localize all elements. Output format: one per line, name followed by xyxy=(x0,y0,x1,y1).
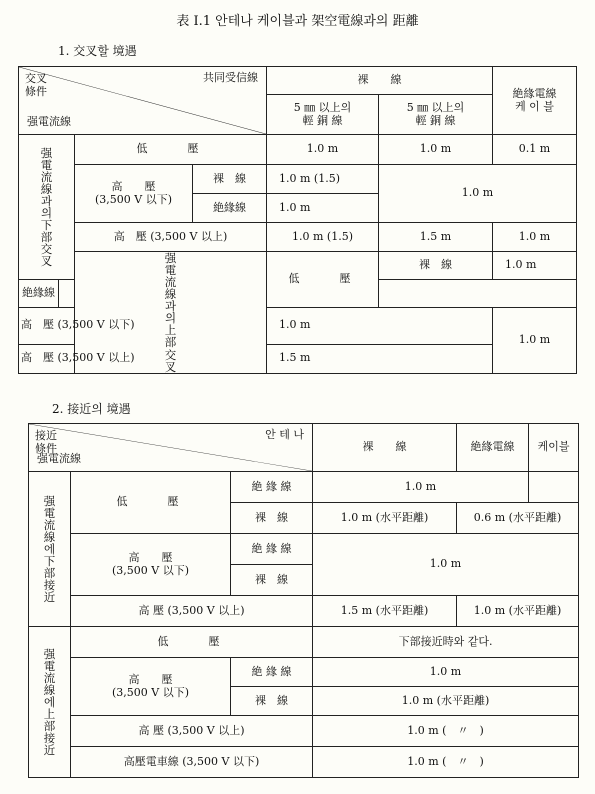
col2-header-insulated: 絶緣電線 xyxy=(457,424,529,472)
cell2-ins-cable-empty xyxy=(529,472,579,503)
group-lower-crossing xyxy=(19,135,75,280)
row2-up-ins: 絶 緣 線 xyxy=(231,658,313,687)
cell-up-bare-v: 1.0 m xyxy=(493,252,577,280)
col-header-bare-sub2: 5 ㎜ 以上의 輕 銅 線 xyxy=(379,95,493,135)
cell-low-v1: 1.0 m xyxy=(267,135,379,165)
row2-hv-above: 高 壓 (3,500 V 以上) xyxy=(71,596,313,627)
section1-heading: 1. 交叉할 境遇 xyxy=(58,44,137,58)
cell2-ins-v: 1.0 m xyxy=(313,472,529,503)
cell-hv-above-v3: 1.0 m xyxy=(493,223,577,252)
row2-hv-below: 高 壓 (3,500 V 以下) xyxy=(71,534,231,596)
cell2-hv-merged: 1.0 m xyxy=(313,534,579,596)
crossing-table-corner xyxy=(19,67,267,135)
cell2-up-hv-above-v: 1.0 m ( 〃 ) xyxy=(313,716,579,747)
row-insulated: 絶緣線 xyxy=(193,194,267,223)
row2-hv-bare: 裸 線 xyxy=(231,565,313,596)
row2-up-hv-above: 高 壓 (3,500 V 以上) xyxy=(71,716,313,747)
page-title: 表 I.1 안테나 케이블과 架空電線과의 距離 xyxy=(176,14,419,29)
cell2-bare-v2: 0.6 m (水平距離) xyxy=(457,503,579,534)
row-low-voltage: 低 壓 xyxy=(75,135,267,165)
cell2-bare-v: 1.0 m (水平距離) xyxy=(313,503,457,534)
corner-receiver-label: 共同受信線 xyxy=(203,71,258,84)
cell-bare-v: 1.0 m (1.5) xyxy=(267,165,379,194)
corner2-condition-label: 接近 條件 xyxy=(35,429,57,456)
row2-low: 低 壓 xyxy=(71,472,231,534)
cell2-up-low-v: 下部接近時와 같다. xyxy=(313,627,579,658)
group-lower-crossing-label: 强 電 流 線 과 의 下 部 交 叉 xyxy=(40,145,53,269)
approach-table xyxy=(28,423,579,778)
cell-up-hv-below-v: 1.0 m xyxy=(267,308,493,345)
col2-header-cable: 케이블 xyxy=(529,424,579,472)
crossing-table xyxy=(18,66,577,374)
cell-hv-below-merged: 1.0 m xyxy=(379,165,577,223)
row2-up-hv-below: 高 壓 (3,500 V 以下) xyxy=(71,658,231,716)
group-lower-approach-label: 强 電 流 線 에 下 部 接 近 xyxy=(43,493,56,605)
row2-hv-ins: 絶 緣 線 xyxy=(231,534,313,565)
row-up-bare: 裸 線 xyxy=(379,252,493,280)
cell-hv-above-v1: 1.0 m (1.5) xyxy=(267,223,379,252)
cell2-up-tram-v: 1.0 m ( 〃 ) xyxy=(313,747,579,778)
row-hv-above: 高 壓 (3,500 V 以上) xyxy=(75,223,267,252)
row-up-insulated: 絶緣線 xyxy=(19,280,59,308)
cell2-up-ins-v: 1.0 m xyxy=(313,658,579,687)
col2-header-bare: 裸 線 xyxy=(313,424,457,472)
row2-up-tram: 高壓電車線 (3,500 V 以下) xyxy=(71,747,313,778)
cell-low-v2: 1.0 m xyxy=(379,135,493,165)
col-header-bare: 裸 線 xyxy=(267,67,493,95)
group-upper-approach-label: 强 電 流 線 에 上 部 接 近 xyxy=(43,646,56,758)
col-header-insulated: 絶緣電線 케 이 블 xyxy=(493,67,577,135)
row2-up-bare: 裸 線 xyxy=(231,687,313,716)
cell2-hv-above-v1: 1.5 m (水平距離) xyxy=(313,596,457,627)
group-upper-crossing-label: 强 電 流 線 과 의 上 部 交 叉 xyxy=(164,251,177,374)
cell-hv-above-v2: 1.5 m xyxy=(379,223,493,252)
col-header-bare-sub1: 5 ㎜ 以上의 輕 銅 線 xyxy=(267,95,379,135)
row-hv-below: 高 壓 (3,500 V 以下) xyxy=(75,165,193,223)
row-up-hv-below: 高 壓 (3,500 V 以下) xyxy=(19,308,75,345)
cell2-hv-above-v2: 1.0 m (水平距離) xyxy=(457,596,579,627)
group-lower-approach xyxy=(29,472,71,627)
row2-up-low: 低 壓 xyxy=(71,627,313,658)
corner-condition-label: 交叉 條件 xyxy=(25,72,47,99)
group-upper-approach xyxy=(29,627,71,778)
cell-up-insulated-empty xyxy=(59,280,75,308)
row2-bare: 裸 線 xyxy=(231,503,313,534)
section2-heading: 2. 接近의 境遇 xyxy=(52,402,131,416)
row-up-hv-above: 高 壓 (3,500 V 以上) xyxy=(19,344,75,373)
row2-ins: 絶 緣 線 xyxy=(231,472,313,503)
cell2-up-bare-v: 1.0 m (水平距離) xyxy=(313,687,579,716)
corner2-antenna-label: 안 테 나 xyxy=(265,428,305,441)
row-bare: 裸 線 xyxy=(193,165,267,194)
row-up-low: 低 壓 xyxy=(267,252,379,308)
corner-power-label: 强電流線 xyxy=(27,115,71,129)
cell-up-hv-above-v: 1.5 m xyxy=(267,344,493,373)
corner2-power-label: 强電流線 xyxy=(37,452,81,466)
cell-up-hv-merged: 1.0 m xyxy=(493,308,577,374)
cell-low-v3: 0.1 m xyxy=(493,135,577,165)
approach-table-corner xyxy=(29,424,313,472)
cell-insulated-v: 1.0 m xyxy=(267,194,379,223)
